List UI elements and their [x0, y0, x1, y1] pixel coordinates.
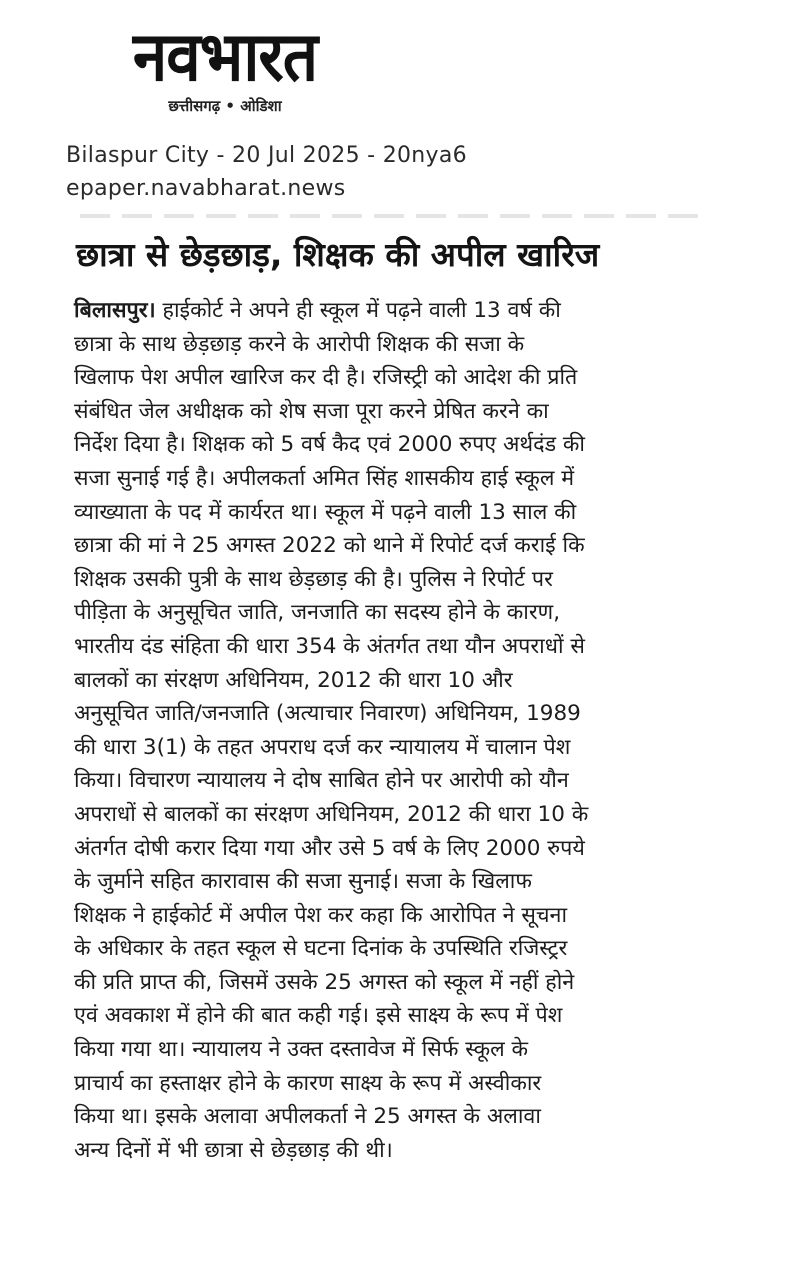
article-line: निर्देश दिया है। शिक्षक को 5 वर्ष कैद एवं 2000 रुपए अर्थदंड की — [74, 432, 586, 458]
article-line: छात्रा के साथ छेड़छाड़ करने के आरोपी शिक्षक की सजा के — [74, 331, 525, 357]
article-line: शिक्षक ने हाईकोर्ट में अपील पेश कर कहा कि आरोपित ने सूचना — [74, 902, 568, 928]
article-line: एवं अवकाश में होने की बात कही गई। इसे साक्ष्य के रूप में पेश — [74, 1003, 563, 1029]
article-line — [74, 294, 746, 328]
article-line: किया। विचारण न्यायालय ने दोष साबित होने पर आरोपी को यौन — [74, 768, 569, 794]
article-line: बालकों का संरक्षण अधिनियम, 2012 की धारा 10 और — [74, 667, 513, 693]
article-line: व्याख्याता के पद में कार्यरत था। स्कूल में पढ़ने वाली 13 साल की — [74, 499, 577, 525]
article-line: अंतर्गत दोषी करार दिया गया और उसे 5 वर्ष के लिए 2000 रुपये — [74, 835, 585, 861]
article-body — [74, 294, 746, 1167]
article-line: भारतीय दंड संहिता की धारा 354 के अंतर्गत तथा यौन अपराधों से — [74, 633, 585, 659]
article-line: छात्रा की मां ने 25 अगस्त 2022 को थाने में रिपोर्ट दर्ज कराई कि — [74, 533, 585, 559]
article-line: खिलाफ पेश अपील खारिज कर दी है। रजिस्ट्री को आदेश की प्रति — [74, 365, 578, 391]
source-line: Bilaspur City - 20 Jul 2025 - 20nya6 — [66, 143, 467, 168]
article-line: सजा सुनाई गई है। अपीलकर्ता अमित सिंह शासकीय हाई स्कूल में — [74, 465, 575, 491]
article-line: की धारा 3(1) के तहत अपराध दर्ज कर न्यायालय में चालान पेश — [74, 734, 571, 760]
source-site: epaper.navabharat.news — [66, 176, 346, 201]
article-line: अपराधों से बालकों का संरक्षण अधिनियम, 2012 की धारा 10 के — [74, 801, 589, 827]
article-headline: छात्रा से छेड़छाड़, शिक्षक की अपील खारिज — [76, 235, 600, 274]
article-line: प्राचार्य का हस्ताक्षर होने के कारण साक्ष्य के रूप में अस्वीकार — [74, 1070, 542, 1096]
article-line: के जुर्माने सहित कारावास की सजा सुनाई। सजा के खिलाफ — [74, 869, 532, 895]
article-line: की प्रति प्राप्त की, जिसमें उसके 25 अगस्त को स्कूल में नहीं होने — [74, 969, 575, 995]
newspaper-logo: नवभारत — [132, 16, 318, 97]
article-line: शिक्षक उसकी पुत्री के साथ छेड़छाड़ की है। पुलिस ने रिपोर्ट पर — [74, 566, 553, 592]
article-line: संबंधित जेल अधीक्षक को शेष सजा पूरा करने प्रेषित करने का — [74, 398, 549, 424]
article-line: के अधिकार के तहत स्कूल से घटना दिनांक के उपस्थिति रजिस्ट्रर — [74, 936, 568, 962]
article-line-text: हाईकोर्ट ने अपने ही स्कूल में पढ़ने वाली 13 वर्ष की — [155, 298, 561, 323]
edition-label: छत्तीसगढ़ • ओडिशा — [168, 97, 282, 115]
article-line: अन्य दिनों में भी छात्रा से छेड़छाड़ की थी। — [74, 1137, 393, 1163]
article-line: किया गया था। न्यायालय ने उक्त दस्तावेज में सिर्फ स्कूल के — [74, 1037, 529, 1063]
article-line: अनुसूचित जाति/जनजाति (अत्याचार निवारण) अधिनियम, 1989 — [74, 701, 581, 727]
dateline: बिलासपुर। — [74, 298, 156, 323]
article-line: किया था। इसके अलावा अपीलकर्ता ने 25 अगस्त के अलावा — [74, 1104, 541, 1130]
masthead — [60, 16, 390, 124]
faded-text-strip — [80, 214, 700, 218]
article-line: पीड़िता के अनुसूचित जाति, जनजाति का सदस्य होने के कारण, — [74, 600, 561, 626]
